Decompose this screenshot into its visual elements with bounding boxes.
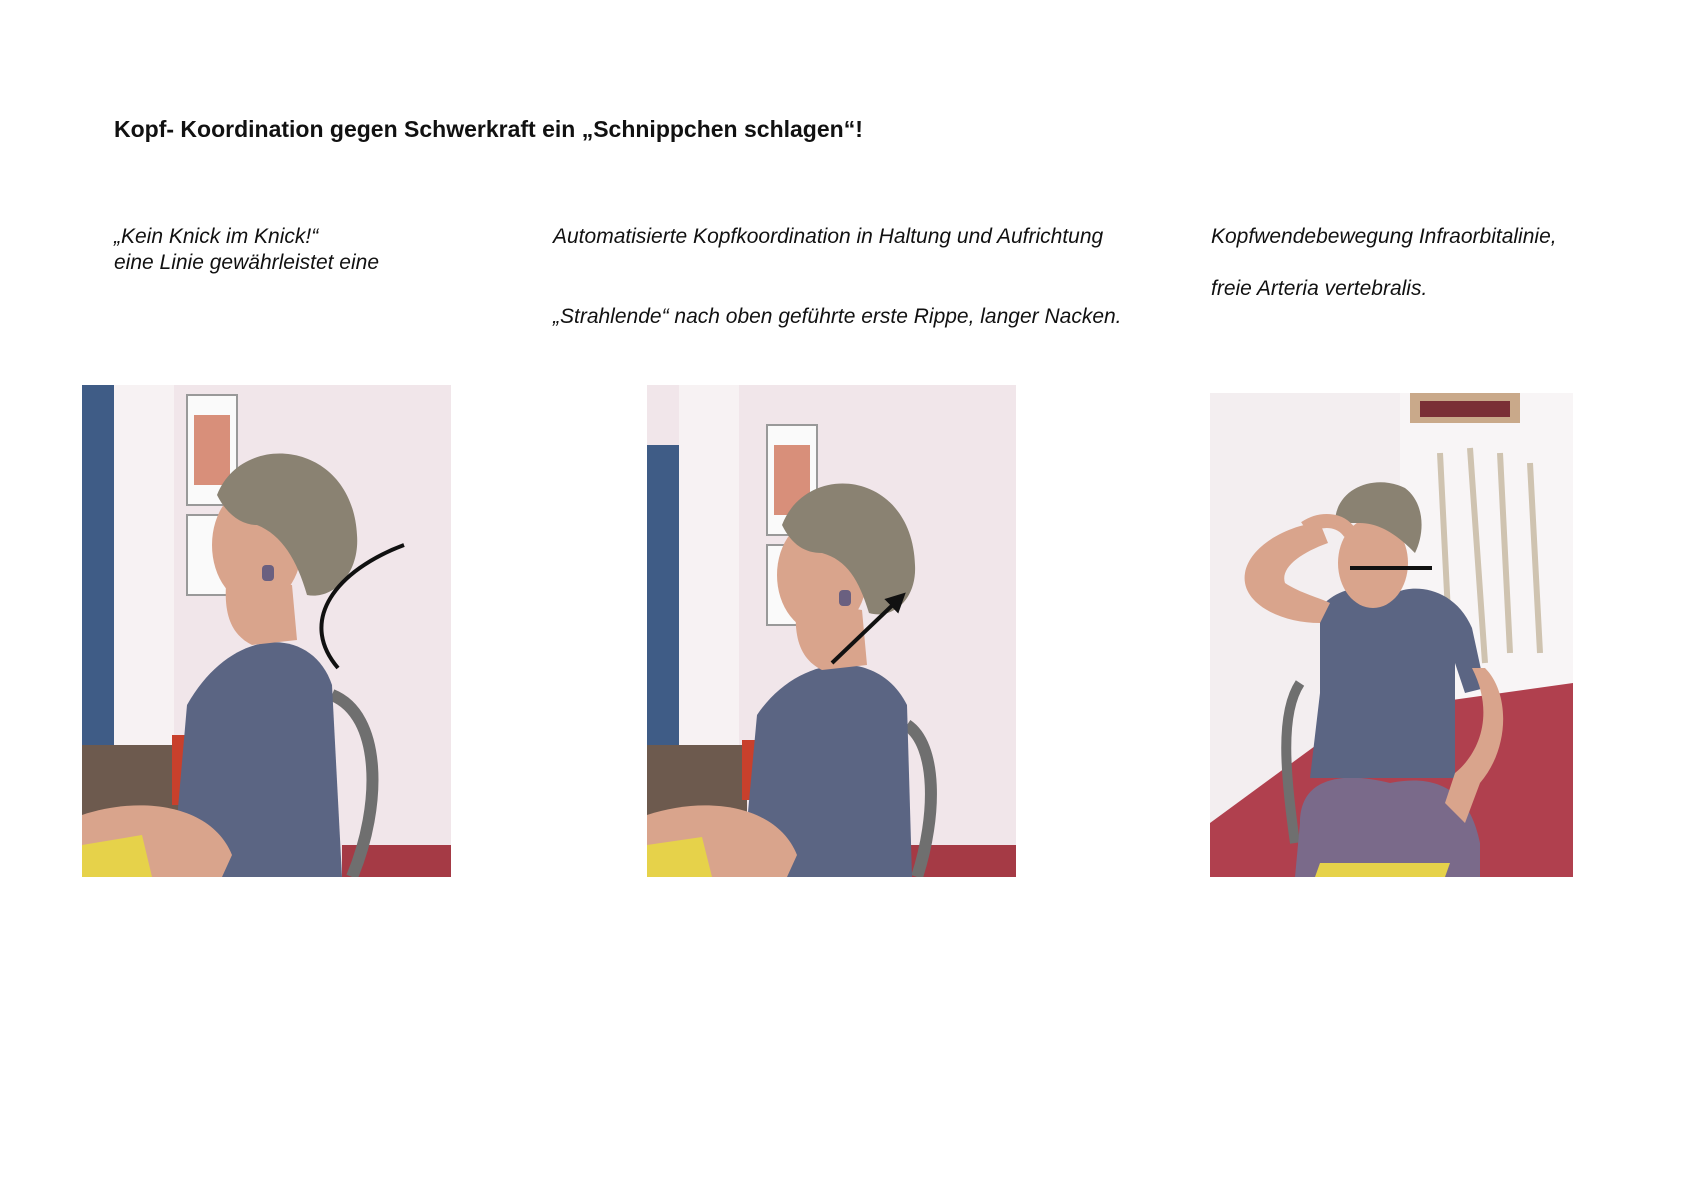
caption-column-1 [114,224,379,276]
caption-column-2 [553,224,1122,330]
caption-3-line-2: freie Arteria vertebralis. [1211,277,1428,300]
caption-column-3 [1211,224,1557,302]
photo-2-illustration [647,385,1016,877]
photo-head-turn-front [1210,393,1573,877]
photo-side-view-curve [82,385,451,877]
caption-2-line-1: Automatisierte Kopfkoordination in Haltung und Aufrichtung [553,225,1104,248]
caption-1-line-1: „Kein Knick im Knick!“ [114,225,319,248]
photo-side-view-arrow [647,385,1016,877]
photo-1-illustration [82,385,451,877]
caption-3-line-1: Kopfwendebewegung Infraorbitalinie, [1211,225,1557,248]
caption-2-line-2: „Strahlende“ nach oben geführte erste Rippe, langer Nacken. [553,305,1122,328]
photo-3-illustration [1210,393,1573,877]
page-title: Kopf- Koordination gegen Schwerkraft ein „Schnippchen schlagen“! [114,116,863,142]
caption-1-line-2: eine Linie gewährleistet eine [114,251,380,274]
